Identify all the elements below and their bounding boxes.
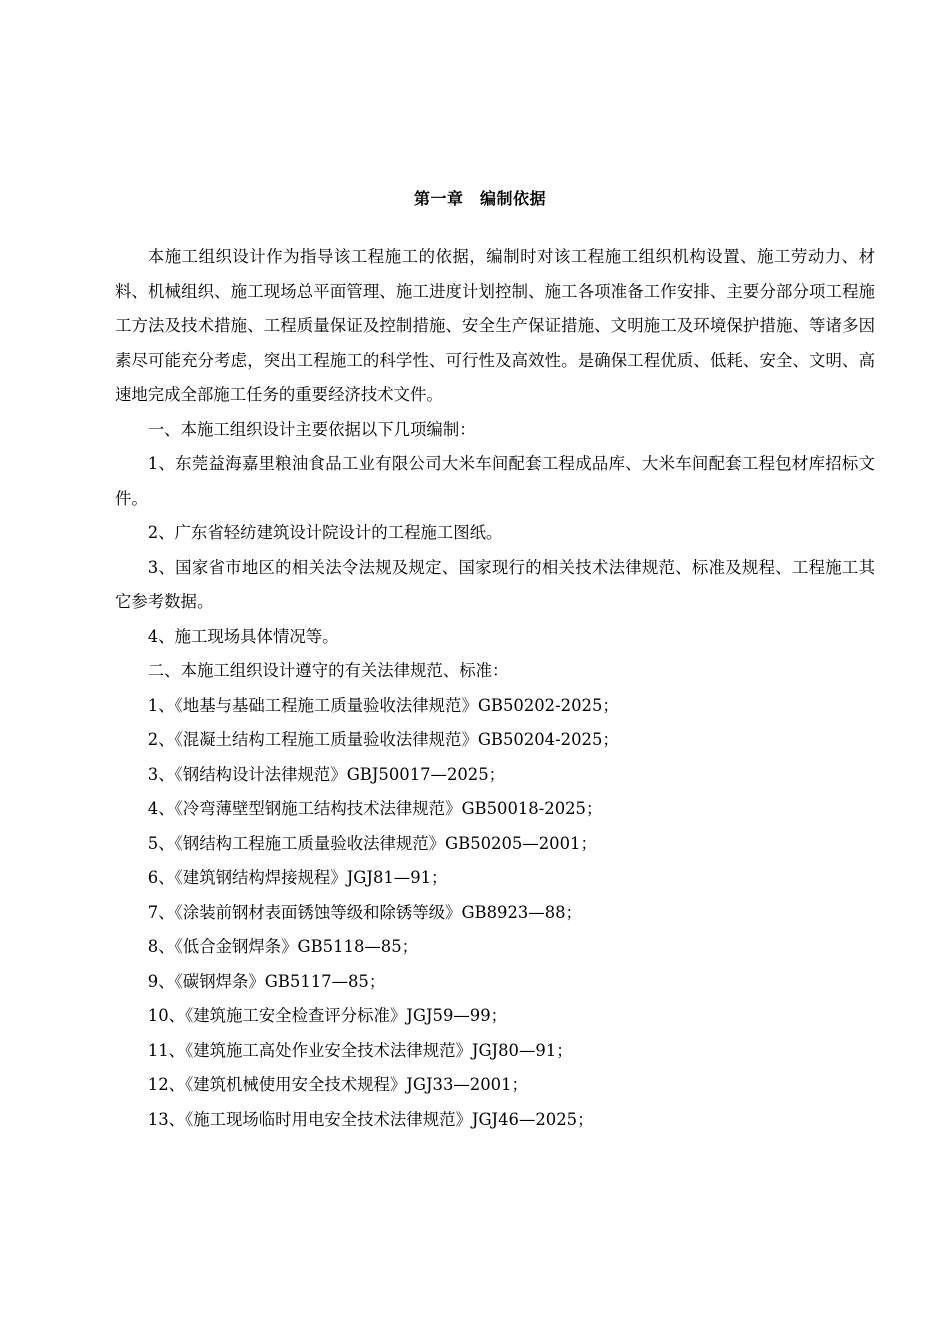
standard-item: 13、《施工现场临时用电安全技术法律规范》JGJ46—2025； <box>147 1109 594 1129</box>
basis-item: 1、东莞益海嘉里粮油食品工业有限公司大米车间配套工程成品库、大米车间配套工程包材库招标文件。 <box>115 454 875 508</box>
intro-paragraph: 本施工组织设计作为指导该工程施工的依据，编制时对该工程施工组织机构设置、施工劳动力、材料、机械组织、施工现场总平面管理、施工进度计划控制、施工各项准备工作安排、主要分部分项工程施工方法及技术措施、工程质量保证及控制措施、安全生产保证措施、文明施工及环境保护措施、等诸多因素尽可能充分考虑，突出工程施工的科学性、可行性及高效性。是确保工程优质、低耗、安全、文明、高速地完成全部施工任务的重要经济技术文件。 <box>115 247 875 404</box>
standard-item: 8、《低合金钢焊条》GB5118—85； <box>147 937 419 956</box>
standard-item: 2、《混凝土结构工程施工质量验收法律规范》GB50204-2025； <box>147 730 619 749</box>
standard-item: 1、《地基与基础工程施工质量验收法律规范》GB50202-2025； <box>147 695 619 715</box>
standard-item: 11、《建筑施工高处作业安全技术法律规范》JGJ80—91； <box>147 1040 573 1060</box>
standard-item: 10、《建筑施工安全检查评分标准》JGJ59—99； <box>147 1006 508 1025</box>
chapter-title: 第一章 编制依据 <box>413 189 546 208</box>
standard-item: 9、《碳钢焊条》GB5117—85； <box>147 971 386 991</box>
standard-item: 6、《建筑钢结构焊接规程》JGJ81—91； <box>147 868 448 887</box>
basis-item: 2、广东省轻纺建筑设计院设计的工程施工图纸。 <box>147 523 503 542</box>
document-body <box>115 240 875 1137</box>
standard-item: 12、《建筑机械使用安全技术规程》JGJ33—2001； <box>147 1075 528 1094</box>
section-heading: 二、本施工组织设计遵守的有关法律规范、标准： <box>147 661 509 680</box>
standard-item: 4、《冷弯薄壁型钢施工结构技术法律规范》GB50018-2025； <box>147 799 603 818</box>
basis-item: 3、国家省市地区的相关法令法规及规定、国家现行的相关技术法律规范、标准及规程、工程施工其它参考数据。 <box>115 557 875 611</box>
basis-item: 4、施工现场具体情况等。 <box>147 626 339 646</box>
section-heading: 一、本施工组织设计主要依据以下几项编制： <box>147 419 476 439</box>
standard-item: 5、《钢结构工程施工质量验收法律规范》GB50205—2001； <box>147 833 597 853</box>
standard-item: 7、《涂装前钢材表面锈蚀等级和除锈等级》GB8923—88； <box>147 902 582 922</box>
standard-item: 3、《钢结构设计法律规范》GBJ50017—2025； <box>147 764 506 784</box>
